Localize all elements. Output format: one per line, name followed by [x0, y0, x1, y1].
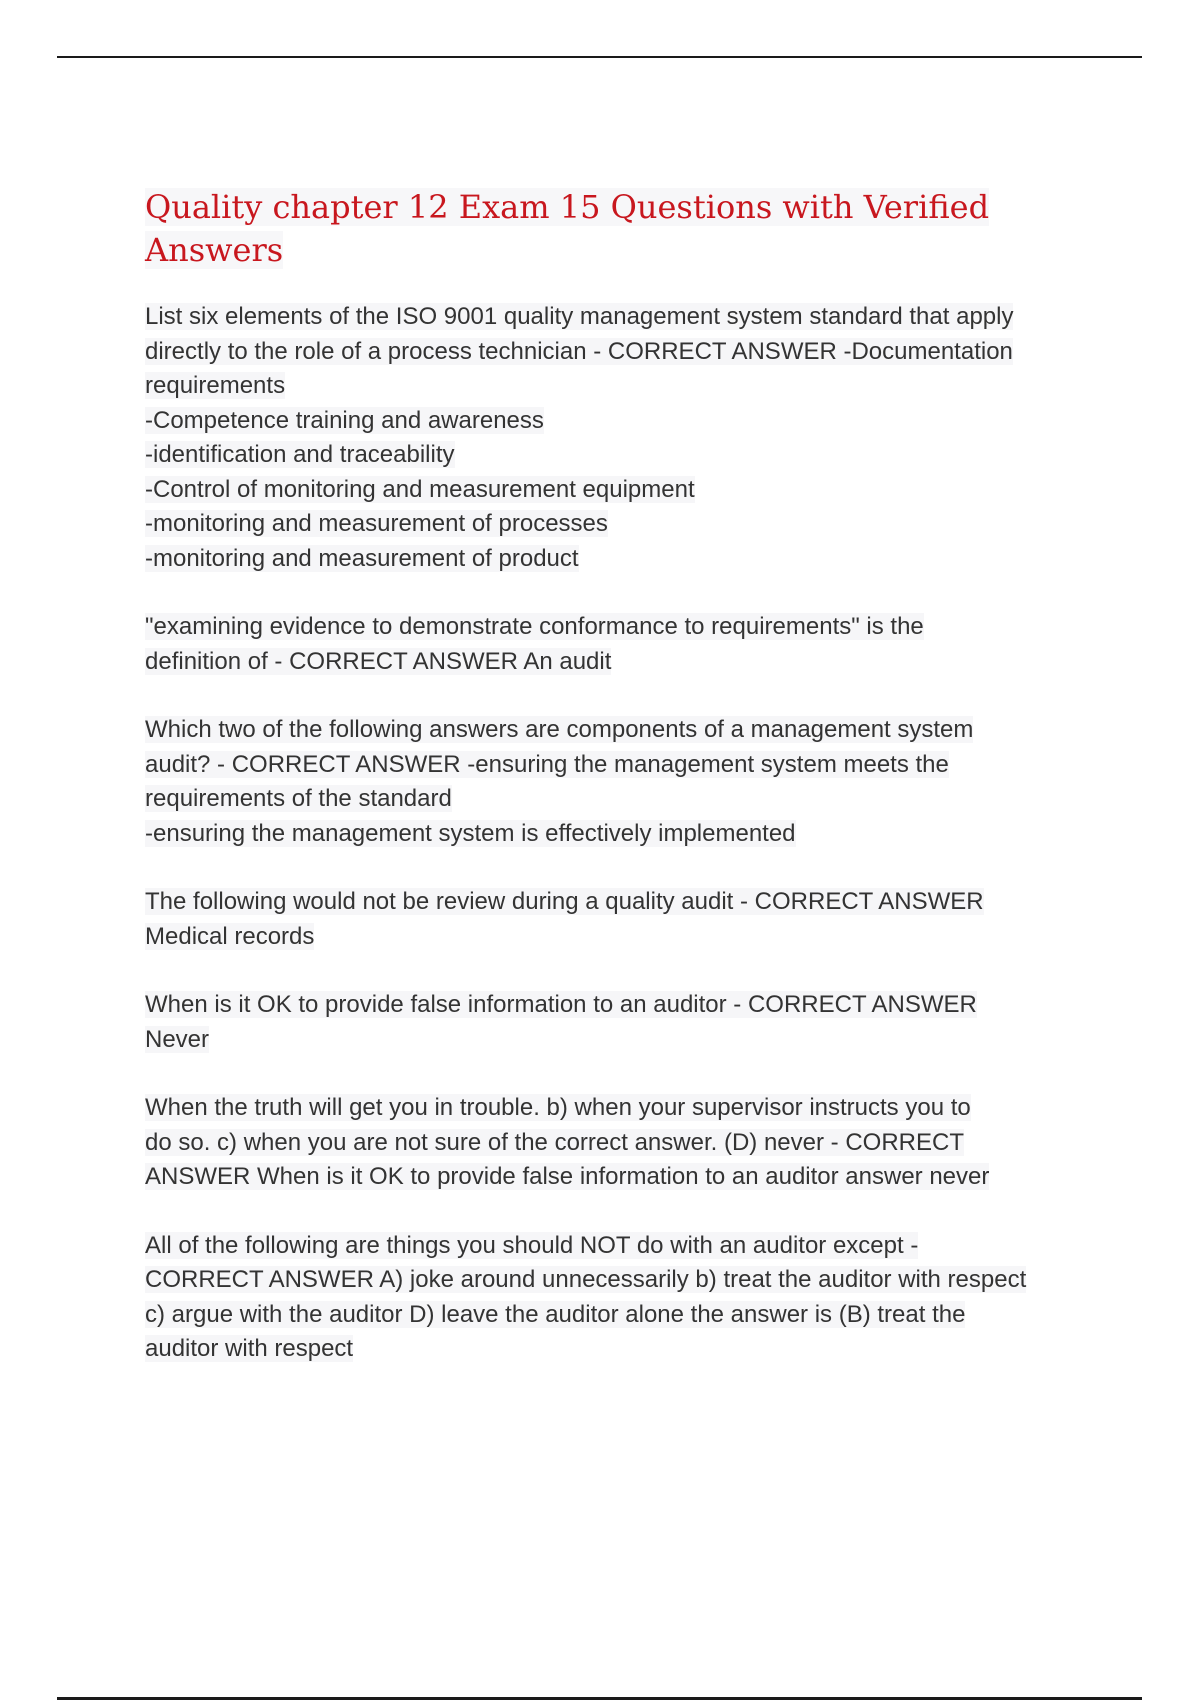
qa-line: CORRECT ANSWER A) joke around unnecessarily b) treat the auditor with respect: [145, 1266, 1027, 1293]
qa-block: [145, 1229, 1085, 1367]
qa-line: -identification and traceability: [145, 441, 455, 468]
document-title: [145, 186, 1085, 272]
qa-line: -monitoring and measurement of product: [145, 544, 579, 572]
qa-line: c) argue with the auditor D) leave the auditor alone the answer is (B) treat the: [145, 1300, 966, 1328]
document-body: [145, 186, 1085, 1401]
qa-line: -monitoring and measurement of processes: [145, 510, 608, 537]
qa-line: List six elements of the ISO 9001 quality management system standard that apply: [145, 303, 1014, 330]
qa-line: -ensuring the management system is effectively implemented: [145, 819, 796, 847]
qa-block: [145, 885, 1085, 954]
qa-line: When the truth will get you in trouble. b) when your supervisor instructs you to: [145, 1094, 971, 1121]
qa-block: [145, 300, 1085, 576]
qa-line: Never: [145, 1025, 210, 1053]
qa-line: When is it OK to provide false information to an auditor - CORRECT ANSWER: [145, 991, 977, 1018]
qa-line: directly to the role of a process technician - CORRECT ANSWER -Documentation: [145, 337, 1013, 365]
qa-line: do so. c) when you are not sure of the correct answer. (D) never - CORRECT: [145, 1128, 964, 1156]
header-rule: [57, 56, 1142, 58]
title-line: Answers: [145, 231, 284, 269]
qa-line: "examining evidence to demonstrate conformance to requirements" is the: [145, 613, 924, 640]
qa-line: requirements: [145, 372, 286, 399]
qa-line: -Competence training and awareness: [145, 406, 544, 434]
qa-line: The following would not be review during a quality audit - CORRECT ANSWER: [145, 888, 984, 915]
qa-line: auditor with respect: [145, 1335, 354, 1362]
title-line: Quality chapter 12 Exam 15 Questions with Verified: [145, 188, 990, 226]
qa-block: [145, 988, 1085, 1057]
qa-block: [145, 713, 1085, 851]
qa-line: requirements of the standard: [145, 785, 452, 812]
qa-block: [145, 610, 1085, 679]
qa-line: -Control of monitoring and measurement equipment: [145, 475, 695, 503]
qa-line: definition of - CORRECT ANSWER An audit: [145, 647, 612, 675]
qa-line: audit? - CORRECT ANSWER -ensuring the management system meets the: [145, 750, 949, 778]
qa-line: Medical records: [145, 922, 315, 950]
qa-line: All of the following are things you should NOT do with an auditor except -: [145, 1231, 919, 1259]
qa-line: ANSWER When is it OK to provide false information to an auditor answer never: [145, 1163, 990, 1190]
qa-block: [145, 1091, 1085, 1195]
qa-line: Which two of the following answers are components of a management system: [145, 716, 974, 743]
